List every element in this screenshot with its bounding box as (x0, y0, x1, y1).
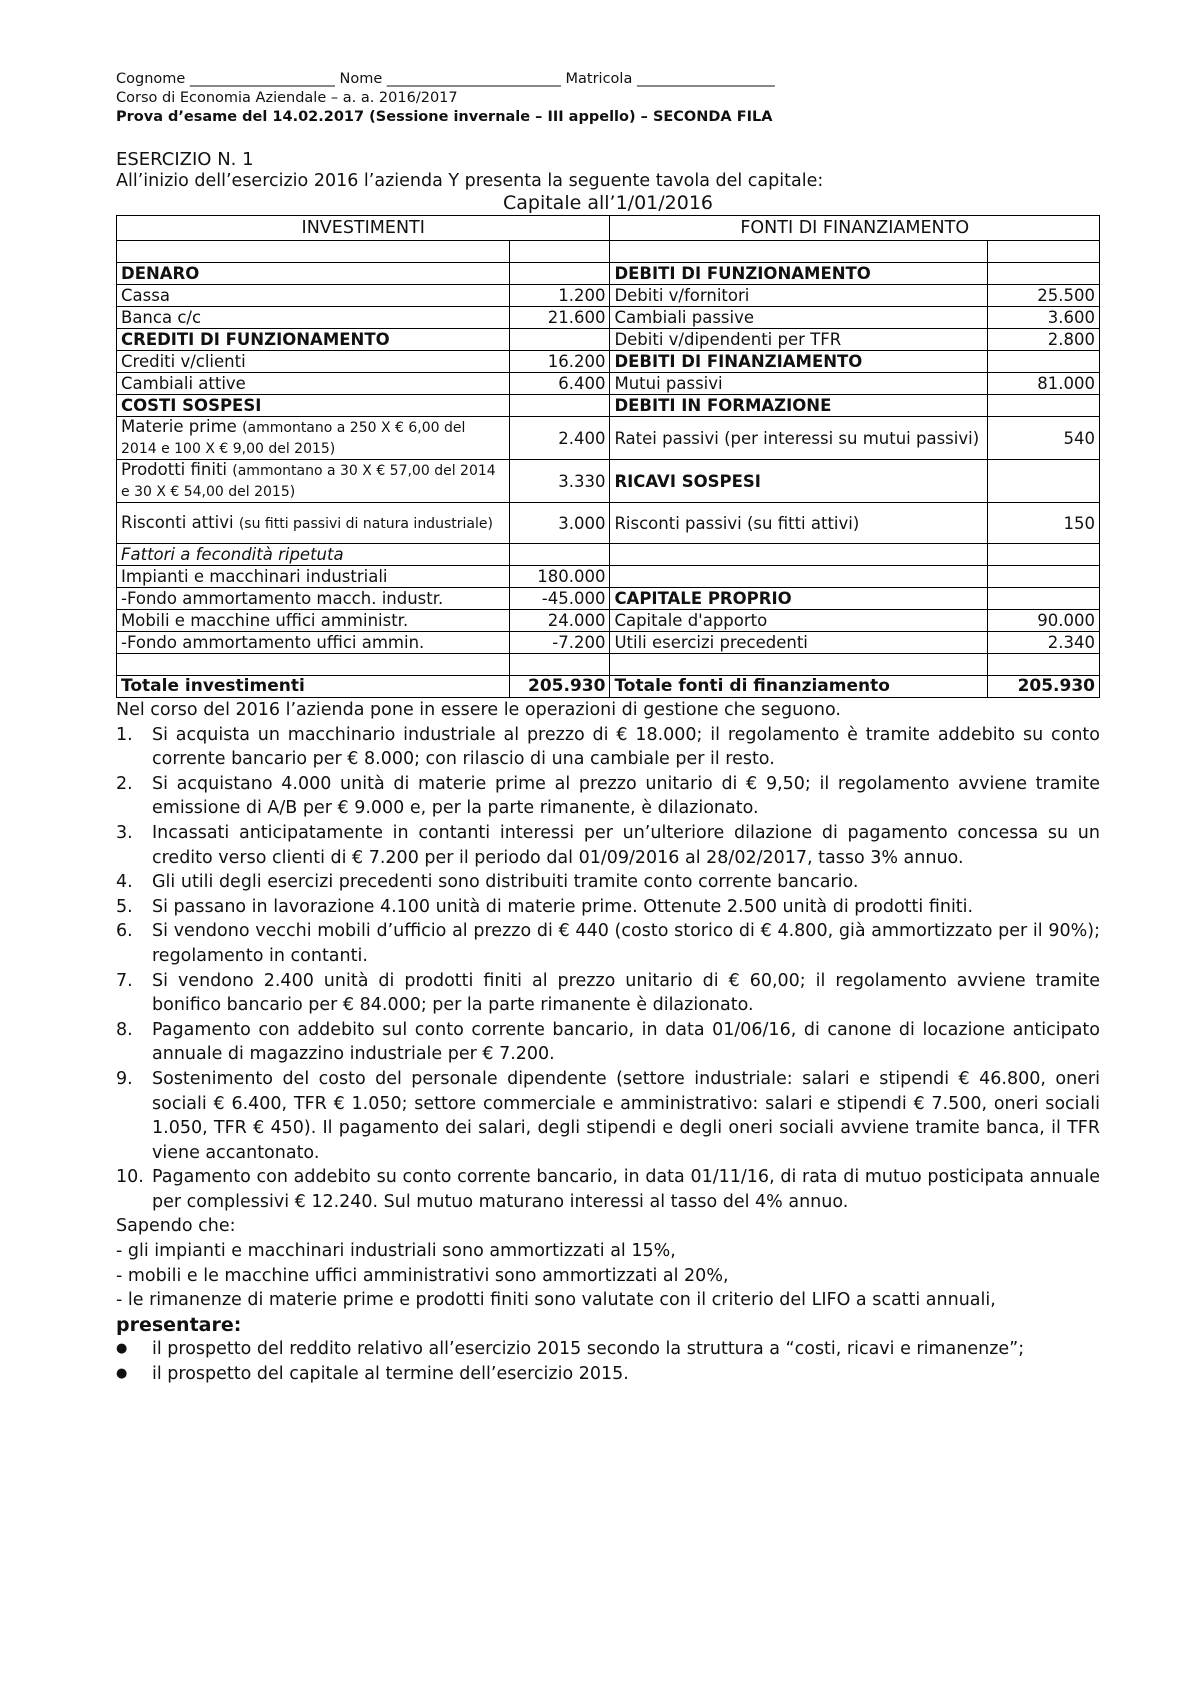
left-label: CREDITI DI FUNZIONAMENTO (117, 329, 510, 351)
item-number: 3. (116, 822, 133, 843)
left-label: -Fondo ammortamento uffici ammin. (117, 632, 510, 654)
totals-row (117, 676, 1100, 698)
right-value (987, 460, 1099, 503)
item-text: Pagamento con addebito su conto corrente bancario, in data 01/11/16, di rata di mutuo posticipata annuale per complessivi € 12.240. Sul mutuo maturano interessi al tasso del 4% annuo. (152, 1167, 1100, 1212)
table-row (117, 285, 1100, 307)
total-funding-label: Totale fonti di finanziamento (610, 676, 987, 698)
list-item (116, 969, 1100, 1018)
right-value: 150 (987, 503, 1099, 544)
exercise-intro: All’inizio dell’esercizio 2016 l’azienda Y presenta la seguente tavola del capitale: (116, 171, 824, 191)
item-number: 9. (116, 1068, 133, 1089)
left-value: -7.200 (510, 632, 610, 654)
capital-table-title: Capitale all’1/01/2016 (502, 192, 713, 214)
left-value: 6.400 (510, 373, 610, 395)
left-value: 16.200 (510, 351, 610, 373)
list-item (116, 821, 1100, 870)
assumption-item: - gli impianti e macchinari industriali sono ammortizzati al 15%, (116, 1241, 676, 1262)
item-number: 10. (116, 1167, 144, 1188)
right-value (987, 566, 1099, 588)
item-number: 7. (116, 970, 133, 991)
table-row (117, 351, 1100, 373)
table-row (117, 654, 1100, 676)
present-list (116, 1337, 1100, 1386)
right-label: Mutui passivi (610, 373, 987, 395)
item-text: Si acquistano 4.000 unità di materie prime al prezzo unitario di € 9,50; il regolamento avviene tramite emissione di A/B per € 9.000 e, per la parte rimanente, è dilazionato. (152, 773, 1100, 819)
item-text: Si vendono 2.400 unità di prodotti finiti al prezzo unitario di € 60,00; il regolamento avviene tramite bonifico bancario per € 84.000; per la parte rimanente è dilazionato. (152, 970, 1100, 1016)
item-text: il prospetto del reddito relativo all’esercizio 2015 secondo la struttura a “costi, ricavi e rimanenze”; (152, 1339, 1025, 1360)
left-value: 21.600 (510, 307, 610, 329)
left-value: 3.000 (510, 503, 610, 544)
table-row (117, 307, 1100, 329)
present-label: presentare: (116, 1313, 242, 1336)
knowing-intro: Sapendo che: (116, 1216, 236, 1237)
left-label (117, 460, 510, 503)
item-number: 6. (116, 921, 133, 942)
left-label: COSTI SOSPESI (117, 395, 510, 417)
right-label (610, 241, 987, 263)
right-value: 90.000 (987, 610, 1099, 632)
item-note: (ammontano a 30 X € 57,00 del 2014 e 30 X € 54,00 del 2015) (121, 463, 496, 500)
exam-page (116, 70, 1100, 1387)
list-item (116, 723, 1100, 772)
left-label: -Fondo ammortamento macch. industr. (117, 588, 510, 610)
right-label: RICAVI SOSPESI (610, 460, 987, 503)
table-row (117, 329, 1100, 351)
item-name: Risconti attivi (121, 512, 234, 532)
student-info-line: Cognome ____________________ Nome ________________________ Matricola ___________________ (116, 71, 775, 87)
assumption-item: - mobili e le macchine uffici amministrativi sono ammortizzati al 20%, (116, 1265, 729, 1286)
list-item (116, 1067, 1100, 1165)
left-label (117, 417, 510, 460)
left-value (510, 395, 610, 417)
table-row (117, 417, 1100, 460)
right-value (987, 241, 1099, 263)
left-label: Crediti v/clienti (117, 351, 510, 373)
right-value (987, 544, 1099, 566)
right-label: DEBITI IN FORMAZIONE (610, 395, 987, 417)
item-note: (ammontano a 250 X € 6,00 del 2014 e 100 X € 9,00 del 2015) (121, 420, 466, 457)
table-row (117, 241, 1100, 263)
left-value (510, 329, 610, 351)
right-label: Debiti v/dipendenti per TFR (610, 329, 987, 351)
table-row (117, 395, 1100, 417)
right-value: 25.500 (987, 285, 1099, 307)
item-name: Prodotti finiti (121, 460, 228, 479)
table-row (117, 373, 1100, 395)
item-text: Si passano in lavorazione 4.100 unità di materie prime. Ottenute 2.500 unità di prodotti finiti. (152, 896, 974, 917)
right-label: Debiti v/fornitori (610, 285, 987, 307)
table-row (117, 263, 1100, 285)
assumption-item: - le rimanenze di materie prime e prodotti finiti sono valutate con il criterio del LIFO a scatti annuali, (116, 1290, 996, 1311)
list-item (116, 1362, 1100, 1387)
exercise-body (116, 698, 1100, 1387)
left-label: Mobili e macchine uffici amministr. (117, 610, 510, 632)
total-investments-label: Totale investimenti (117, 676, 510, 698)
table-header-row (117, 216, 1100, 241)
right-value (987, 351, 1099, 373)
left-value: 24.000 (510, 610, 610, 632)
right-label: Utili esercizi precedenti (610, 632, 987, 654)
right-value (987, 588, 1099, 610)
operations-list (116, 723, 1100, 1215)
investments-header: INVESTIMENTI (117, 216, 610, 241)
total-funding-value: 205.930 (987, 676, 1099, 698)
left-label (117, 241, 510, 263)
table-row (117, 588, 1100, 610)
item-name: Materie prime (121, 417, 237, 436)
item-number: 8. (116, 1019, 133, 1040)
left-value: -45.000 (510, 588, 610, 610)
list-item (116, 895, 1100, 920)
right-label: Risconti passivi (su fitti attivi) (610, 503, 987, 544)
item-text: Pagamento con addebito sul conto corrente bancario, in data 01/06/16, di canone di locazione anticipato annuale di magazzino industriale per € 7.200. (152, 1019, 1100, 1065)
item-text: Sostenimento del costo del personale dipendente (settore industriale: salari e stipendi € 46.800, oneri sociali € 6.400, TFR € 1.050; settore commerciale e amministrativo: salari e stipendi € 7.500, oneri sociali 1.050, TFR € 450). Il pagamento dei salari, degli stipendi e degli oneri sociali avviene tramite banca, il TFR viene accantonato. (152, 1068, 1100, 1163)
table-row (117, 566, 1100, 588)
right-value (987, 263, 1099, 285)
left-value: 180.000 (510, 566, 610, 588)
list-item (116, 772, 1100, 821)
item-text: Si vendono vecchi mobili d’ufficio al prezzo di € 440 (costo storico di € 4.800, già ammortizzato per il 90%); regolamento in contanti. (152, 921, 1100, 966)
left-value (510, 654, 610, 676)
left-value (510, 263, 610, 285)
left-value: 1.200 (510, 285, 610, 307)
item-number: 4. (116, 872, 133, 893)
item-number: 5. (116, 896, 133, 917)
capital-table (116, 215, 1100, 698)
funding-sources-header: FONTI DI FINANZIAMENTO (610, 216, 1100, 241)
right-value: 2.800 (987, 329, 1099, 351)
left-label: Cassa (117, 285, 510, 307)
total-investments-value: 205.930 (510, 676, 610, 698)
table-row (117, 610, 1100, 632)
item-text: il prospetto del capitale al termine dell’esercizio 2015. (152, 1364, 629, 1385)
item-text: Gli utili degli esercizi precedenti sono distribuiti tramite conto corrente bancario. (152, 872, 859, 893)
right-label (610, 654, 987, 676)
right-label: Cambiali passive (610, 307, 987, 329)
right-label: CAPITALE PROPRIO (610, 588, 987, 610)
item-text: Incassati anticipatamente in contanti interessi per un’ulteriore dilazione di pagamento concessa su un credito verso clienti di € 7.200 per il periodo dal 01/09/2016 al 28/02/2017, tasso 3% annuo. (152, 822, 1100, 868)
item-number: 1. (116, 724, 133, 745)
bullet-icon: ● (116, 1341, 128, 1357)
left-label: Banca c/c (117, 307, 510, 329)
table-row (117, 632, 1100, 654)
bullet-icon: ● (116, 1366, 128, 1382)
exercise-title: ESERCIZIO N. 1 (116, 149, 254, 170)
list-item (116, 1337, 1100, 1362)
right-label: Ratei passivi (per interessi su mutui passivi) (610, 417, 987, 460)
right-label (610, 566, 987, 588)
exam-title-line: Prova d’esame del 14.02.2017 (Sessione invernale – III appello) – SECONDA FILA (116, 109, 773, 125)
right-value: 2.340 (987, 632, 1099, 654)
left-value: 3.330 (510, 460, 610, 503)
right-label: Capitale d'apporto (610, 610, 987, 632)
left-label (117, 503, 510, 544)
list-item (116, 1165, 1100, 1214)
left-label: Fattori a fecondità ripetuta (117, 544, 510, 566)
left-label: Cambiali attive (117, 373, 510, 395)
left-label: Impianti e macchinari industriali (117, 566, 510, 588)
list-item (116, 1018, 1100, 1067)
left-label: DENARO (117, 263, 510, 285)
right-label (610, 544, 987, 566)
operations-intro: Nel corso del 2016 l’azienda pone in essere le operazioni di gestione che seguono. (116, 700, 841, 720)
table-row (117, 544, 1100, 566)
item-number: 2. (116, 773, 133, 794)
right-value: 3.600 (987, 307, 1099, 329)
list-item (116, 870, 1100, 895)
right-value: 540 (987, 417, 1099, 460)
exam-header (116, 70, 1100, 127)
right-label: DEBITI DI FUNZIONAMENTO (610, 263, 987, 285)
left-value: 2.400 (510, 417, 610, 460)
item-note: (su fitti passivi di natura industriale) (238, 515, 493, 532)
table-row (117, 503, 1100, 544)
list-item (116, 919, 1100, 968)
left-value (510, 241, 610, 263)
right-value: 81.000 (987, 373, 1099, 395)
left-value (510, 544, 610, 566)
table-row (117, 460, 1100, 503)
course-line: Corso di Economia Aziendale – a. a. 2016/2017 (116, 90, 458, 106)
item-text: Si acquista un macchinario industriale al prezzo di € 18.000; il regolamento è tramite addebito su conto corrente bancario per € 8.000; con rilascio di una cambiale per il resto. (152, 724, 1100, 770)
right-label: DEBITI DI FINANZIAMENTO (610, 351, 987, 373)
right-value (987, 395, 1099, 417)
left-label (117, 654, 510, 676)
right-value (987, 654, 1099, 676)
